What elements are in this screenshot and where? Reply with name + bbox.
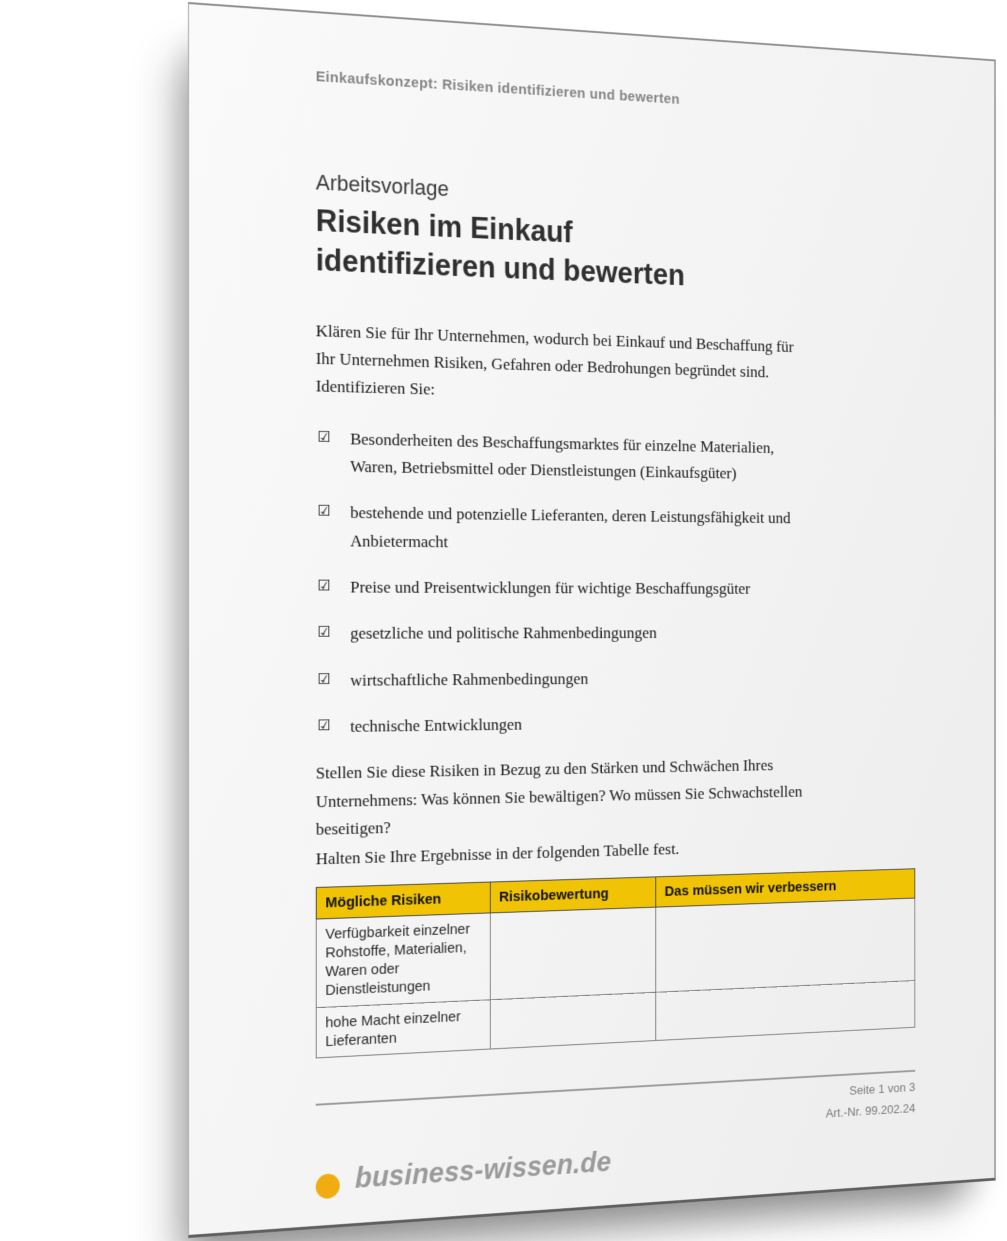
page-number: Seite 1 von 3 <box>849 1079 916 1098</box>
table-cell-rating <box>490 907 656 999</box>
checked-checkbox-icon: ☑ <box>317 502 332 520</box>
table-header-improve: Das müssen wir verbessern <box>656 869 915 907</box>
table-cell-rating <box>490 992 656 1049</box>
page-content <box>189 4 994 1235</box>
document-header: Einkaufskonzept: Risiken identifizieren und bewerten <box>315 68 680 108</box>
logo-text: business-wissen.de <box>354 1146 612 1195</box>
table-cell-improve <box>656 980 915 1040</box>
risk-table <box>316 868 915 1058</box>
checklist-item-text: bestehende und potenzielle Lieferanten, deren Leistungsfähigkeit und Anbietermacht <box>350 502 791 551</box>
checklist-item-text: Besonderheiten des Beschaffungsmarktes für einzelne Materialien, Waren, Betriebsmittel oder Dienstleistungen (Einkaufsgüter) <box>350 428 775 483</box>
checklist-item-text: technische Entwicklungen <box>350 714 523 736</box>
checklist-item <box>316 619 915 647</box>
checked-checkbox-icon: ☑ <box>317 623 332 642</box>
checked-checkbox-icon: ☑ <box>317 716 332 735</box>
article-number: Art.-Nr. 99.202.24 <box>825 1100 916 1121</box>
checklist <box>316 424 915 741</box>
checklist-item <box>316 663 915 694</box>
logo-dot-icon <box>316 1173 340 1199</box>
checklist-item-text: gesetzliche und politische Rahmenbedingungen <box>350 623 657 643</box>
kicker-label: Arbeitsvorlage <box>315 169 449 201</box>
checklist-item <box>316 498 915 558</box>
table-cell-improve <box>656 898 915 992</box>
checklist-item <box>316 706 915 740</box>
checklist-item-text: wirtschaftliche Rahmenbedingungen <box>350 668 589 690</box>
checklist-item <box>316 573 915 602</box>
table-cell-risk: hohe Macht einzelner Lieferanten <box>316 999 490 1058</box>
checklist-item-text: Preise und Preisentwicklungen für wichtige Beschaffungsgüter <box>350 576 751 598</box>
checklist-item <box>316 424 915 490</box>
intro-paragraph: Klären Sie für Ihr Unternehmen, wodurch bei Einkauf und Beschaffung für Ihr Unternehmen Risiken, Gefahren oder Bedrohungen begründet sind. Identifizieren Sie: <box>315 320 794 399</box>
table-intro-paragraph: Halten Sie Ihre Ergebnisse in der folgenden Tabelle fest. <box>315 839 680 869</box>
checked-checkbox-icon: ☑ <box>317 576 332 595</box>
strengths-paragraph: Stellen Sie diese Risiken in Bezug zu den Stärken und Schwächen Ihres Unternehmens: Was können Sie bewältigen? Wo müssen Sie Schwachstellen beseitigen? <box>315 755 803 839</box>
document-page <box>188 2 996 1238</box>
checked-checkbox-icon: ☑ <box>317 669 332 688</box>
checked-checkbox-icon: ☑ <box>317 427 332 446</box>
page-title: Risiken im Einkauf identifizieren und bewerten <box>315 203 685 293</box>
table-cell-risk: Verfügbarkeit einzelner Rohstoffe, Materialien, Waren oder Dienstleistungen <box>316 913 490 1008</box>
table-header-rating: Risikobewertung <box>490 877 656 913</box>
table-header-risks: Mögliche Risiken <box>316 882 490 919</box>
